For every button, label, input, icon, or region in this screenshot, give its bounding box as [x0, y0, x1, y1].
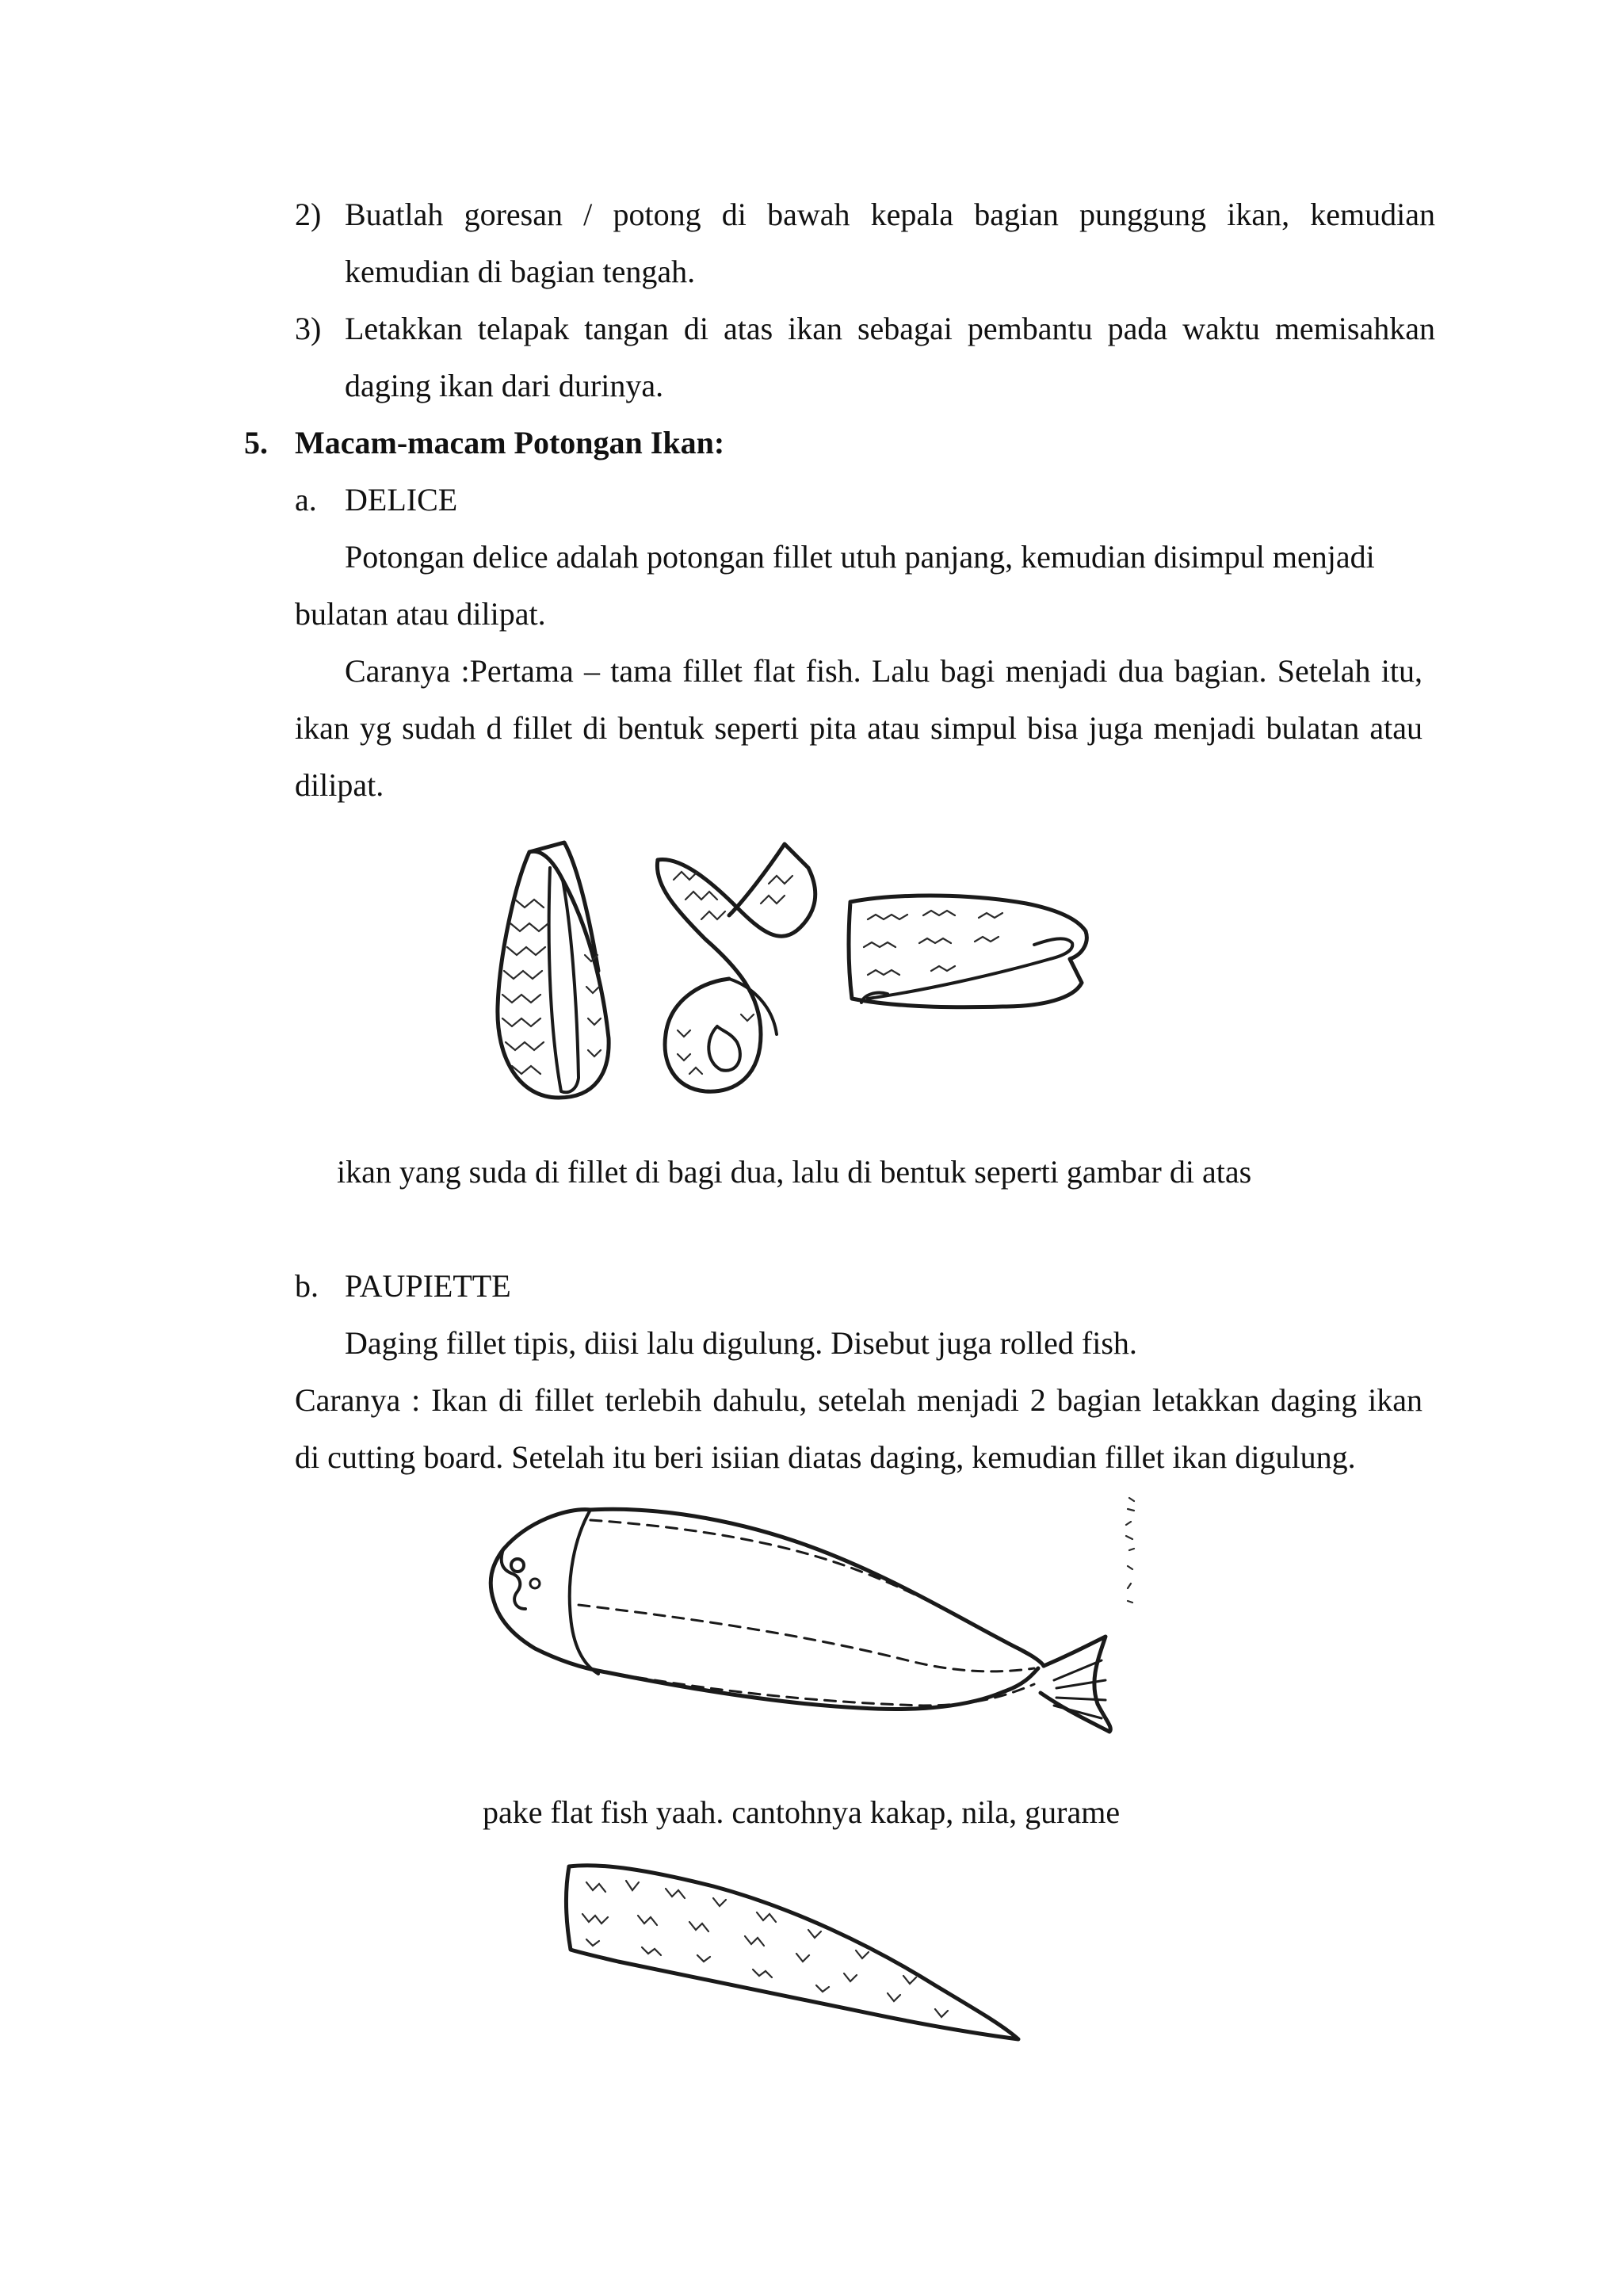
step-3-number: 3)	[295, 311, 322, 346]
paupiette-fillet-strip-illustration	[555, 1851, 1030, 2045]
paupiette-method-line-2: di cutting board. Setelah itu beri isiian diatas daging, kemudian fillet ikan digulung.	[295, 1439, 1356, 1475]
paupiette-heading: PAUPIETTE	[345, 1268, 511, 1304]
step-2-line-1: Buatlah goresan / potong di bawah kepala bagian punggung ikan, kemudian	[345, 197, 1435, 232]
section-number: 5.	[244, 425, 268, 460]
delice-caption: ikan yang suda di fillet di bagi dua, lalu di bentuk seperti gambar di atas	[337, 1154, 1252, 1190]
delice-knotted-fillet-illustration	[642, 836, 840, 1098]
paupiette-caption: pake flat fish yaah. cantohnya kakap, nila, gurame	[483, 1794, 1121, 1830]
delice-method-line-3: dilipat.	[295, 767, 384, 803]
delice-desc-line-1: Potongan delice adalah potongan fillet utuh panjang, kemudian disimpul menjadi	[345, 539, 1375, 575]
paupiette-method-line-1: Caranya : Ikan di fillet terlebih dahulu, setelah menjadi 2 bagian letakkan daging ikan	[295, 1382, 1423, 1418]
step-3-line-2: daging ikan dari durinya.	[345, 368, 664, 403]
delice-folded-fillet-illustration	[483, 836, 650, 1106]
delice-desc-line-2: bulatan atau dilipat.	[295, 596, 546, 632]
section-title: Macam-macam Potongan Ikan:	[295, 425, 725, 460]
delice-method-line-1: Caranya :Pertama – tama fillet flat fish. Lalu bagi menjadi dua bagian. Setelah itu,	[345, 653, 1423, 689]
paupiette-flat-fish-illustration	[479, 1490, 1145, 1775]
paupiette-desc-line-1: Daging fillet tipis, diisi lalu digulung. Disebut juga rolled fish.	[345, 1325, 1137, 1361]
step-2-line-2: kemudian di bagian tengah.	[345, 254, 696, 289]
delice-heading: DELICE	[345, 482, 458, 518]
step-3-line-1: Letakkan telapak tangan di atas ikan sebagai pembantu pada waktu memisahkan	[345, 311, 1435, 346]
delice-letter: a.	[295, 482, 317, 518]
step-2-number: 2)	[295, 197, 322, 232]
paupiette-letter: b.	[295, 1268, 319, 1304]
delice-method-line-2: ikan yg sudah d fillet di bentuk seperti pita atau simpul bisa juga menjadi bulatan atau	[295, 710, 1423, 746]
delice-rolled-fillet-illustration	[844, 888, 1098, 1022]
